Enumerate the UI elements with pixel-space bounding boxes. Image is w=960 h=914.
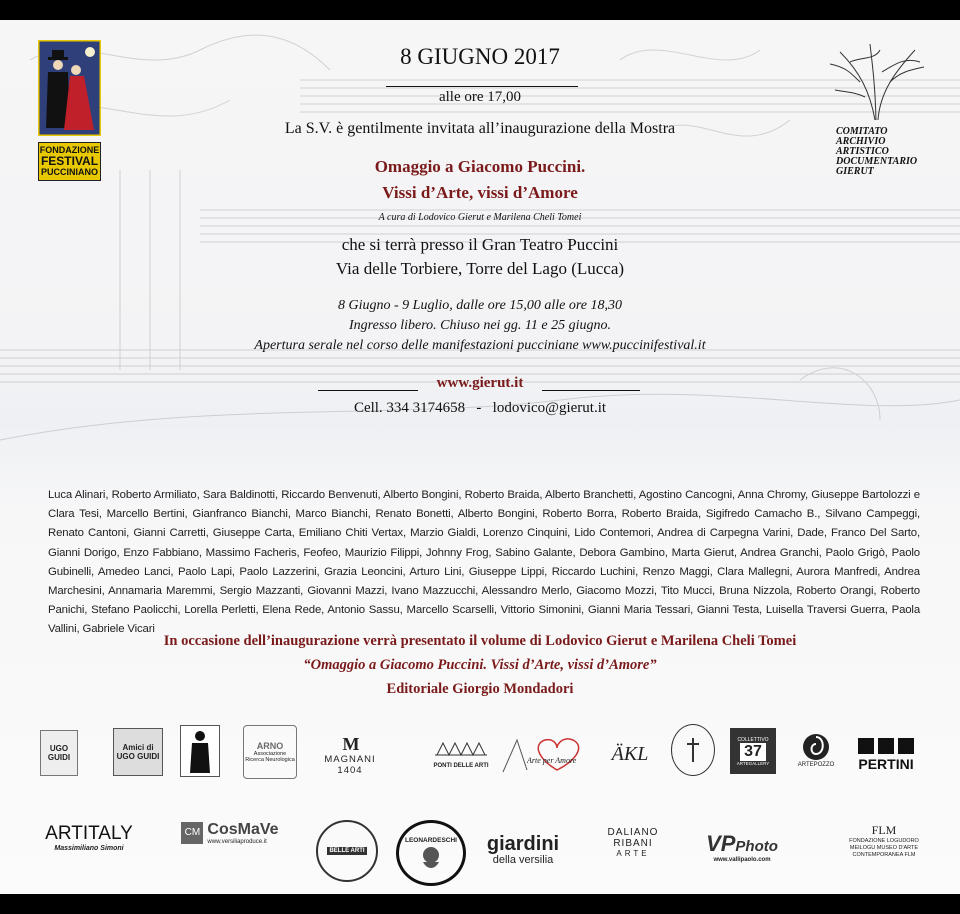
cross-seal-icon [683, 736, 703, 764]
dates-line: 8 Giugno - 9 Luglio, dalle ore 15,00 alle ore 18,30 [338, 298, 622, 313]
event-date: 8 GIUGNO 2017 [400, 44, 560, 69]
sponsor-arno-label: ARNO [256, 741, 284, 751]
sponsor-artitaly-sub: Massimiliano Simoni [54, 844, 124, 852]
sponsor-ponti [430, 732, 492, 774]
sponsor-leonardeschi [396, 820, 466, 886]
sponsor-leonardeschi-label: LEONARDESCHI [404, 836, 457, 844]
sponsor-arno [243, 725, 297, 779]
sponsor-ugo-guidi-2 [113, 728, 163, 776]
sponsor-collettivo-number: 37 [740, 743, 766, 761]
venue-line: che si terrà presso il Gran Teatro Puccini [341, 235, 619, 254]
comitato-line1: COMITATO [836, 126, 888, 137]
sponsor-giardini-sub: della versilia [492, 854, 554, 866]
comitato-line5: GIERUT [836, 166, 874, 177]
sponsor-seal [671, 724, 715, 776]
sponsor-collettivo-sub: ARTEGALLERY [736, 760, 770, 766]
sponsor-arte-amore-label: Arte per Amore [527, 756, 577, 765]
exhibition-subtitle: Vissi d’Arte, vissi d’Amore [382, 183, 578, 202]
festival-logo-line2: FESTIVAL [40, 154, 99, 168]
sponsor-collettivo-label: COLLETTIVO [737, 736, 769, 743]
sponsor-cosmave [165, 815, 295, 851]
sponsor-artitaly [33, 815, 145, 859]
sponsor-arte-amore [497, 730, 597, 778]
sponsor-flm-label: FLM [871, 823, 897, 837]
evening-line: Apertura serale nel corso delle manifestazioni pucciniane www.puccinifestival.it [254, 338, 706, 353]
sponsor-cosmave-label: CosMaVe [207, 821, 279, 838]
spiral-icon [801, 732, 831, 762]
exhibition-title: Omaggio a Giacomo Puccini. [374, 157, 586, 176]
bridge-icon [433, 737, 489, 763]
sponsor-arno-sub: Associazione Ricerca Neurologica [245, 751, 295, 763]
date-underline [386, 86, 578, 87]
invitation-card [0, 20, 960, 894]
sponsor-vphoto-sub: www.vallipaolo.com [713, 857, 771, 863]
event-time: alle ore 17,00 [438, 89, 522, 105]
book-line2: “Omaggio a Giacomo Puccini. Vissi d’Arte, vissi d’Amore” [303, 657, 657, 673]
artists-list: Luca Alinari, Roberto Armiliato, Sara Baldinotti, Riccardo Benvenuti, Alberto Bongini, Roberto Braida, Alberto Branchetti, Agostino Cancogni, Anna Chromy, Giuseppe Bartolozzi e Clara Tesi, Marcello Bertini, Gianfranco Bianchi, Marco Bianchi, Renato Bonetti, Alberto Bongini, Roberto Borra, Roberto Braida, Sigifredo Camacho B., Silvano Campeggi, Renato Cantoni, Gianni Carretti, Giuseppe Carta, Emiliano Chiti Vertax, Marzio Gialdi, Lorenzo Cinquini, Lido Contemori, Andrea di Carpegna Varini, Dade, Franco Del Sarto, Gianni Dorigo, Enzo Fabbiano, Massimo Facheris, Feofeo, Maurizio Filippi, Johnny Frog, Sabino Galante, Debora Gambino, Marta Gierut, Andrea Granchi, Paolo Grigò, Paolo Gubinelli, Amedeo Lanci, Paolo Lapi, Paolo Lazzerini, Grazia Leoncini, Arturo Lini, Giuseppe Lippi, Riccardo Luchini, Renzo Maggi, Clara Mallegni, Aurora Manfredi, Andrea Marchesini, Annamaria Maremmi, Sergio Mazzanti, Giovanni Mazzi, Ivano Mazzucchi, Alessandro Merlo, Giacomo Mozzi, Tito Mucci, Bruna Nizzola, Roberto Orangi, Roberto Panichi, Stefano Paolicchi, Lorella Perletti, Elena Rede, Antonio Sassu, Marcello Scarselli, Vittorio Simonini, Gianni Maria Tessari, Gianni Testa, Luisella Traversi Guerra, Paola Vallini, Gabriele Vicari [48, 489, 920, 636]
cosmave-mark-icon: CM [181, 822, 203, 844]
heart-icon [497, 730, 597, 778]
vp-mark-icon: VP [706, 831, 736, 856]
sponsor-silhouette [180, 725, 220, 777]
sponsor-artepozzo [790, 726, 842, 774]
pertini-mark-icon [856, 736, 916, 756]
sponsor-ugo-guidi-2-label: Amici di UGO GUIDI [116, 743, 160, 761]
magnani-monogram-icon: M [342, 733, 360, 754]
sponsor-pertini [850, 732, 922, 776]
sponsor-cosmave-sub: www.versiliaproduce.it [207, 839, 267, 845]
sponsor-collettivo [730, 728, 776, 774]
sponsor-ugo-guidi-1-label: UGO GUIDI [47, 744, 71, 762]
sponsor-magnani-label: MAGNANI 1404 [324, 754, 376, 776]
book-line3: Editoriale Giorgio Mondadori [386, 681, 574, 697]
sponsor-belle-arti [316, 820, 378, 882]
sponsor-vphoto [700, 826, 784, 868]
book-line1: In occasione dell’inaugurazione verrà presentato il volume di Lodovico Gierut e Marilena Cheli Tomei [163, 633, 797, 649]
comitato-line3: ARTISTICO [836, 146, 889, 157]
sponsor-ugo-guidi-1 [40, 730, 78, 776]
festival-logo-line3: PUCCINIANO [40, 167, 98, 177]
man-silhouette-icon [188, 729, 212, 773]
website-link[interactable]: www.gierut.it [436, 375, 524, 391]
sponsor-flm-sub: FONDAZIONE LOGUDORO MEILOGU MUSEO D'ARTE CONTEMPORANEA FLM [849, 838, 919, 858]
address: Via delle Torbiere, Torre del Lago (Lucca) [335, 259, 625, 278]
sponsor-akl [605, 732, 655, 776]
festival-logo-line1: FONDAZIONE [39, 145, 100, 155]
sponsor-daliano [588, 820, 678, 864]
sponsor-flm [840, 820, 928, 862]
sponsor-artepozzo-label: ARTEPOZZO [797, 762, 835, 768]
entry-line: Ingresso libero. Chiuso nei gg. 11 e 25 giugno. [349, 318, 611, 333]
sponsor-magnani [315, 756, 385, 774]
sponsor-belle-arti-label: BELLE ARTI [329, 848, 365, 854]
comitato-line4: DOCUMENTARIO [836, 156, 918, 167]
curators: A cura di Lodovico Gierut e Marilena Cheli Tomei [378, 212, 582, 223]
sponsor-daliano-label: DALIANO RIBANI [607, 826, 659, 849]
sponsor-pertini-label: PERTINI [858, 756, 914, 772]
website-rule-right [542, 390, 640, 391]
sponsor-vphoto-label [706, 831, 778, 857]
sponsor-giardini-label: giardini [486, 833, 560, 855]
sponsor-artitaly-label: ARTITALY [45, 822, 133, 844]
sponsor-ponti-label: PONTI DELLE ARTI [433, 763, 489, 769]
invitation-text: La S.V. è gentilmente invitata all’inaugurazione della Mostra [284, 120, 676, 137]
contact-line: Cell. 334 3174658 - lodovico@gierut.it [353, 400, 607, 416]
sponsor-akl-label: ÄKL [611, 742, 649, 765]
sponsor-daliano-sub: ARTE [616, 848, 650, 858]
sponsor-vphoto-text: Photo [735, 838, 778, 855]
sponsor-giardini [478, 828, 568, 872]
comitato-line2: ARCHIVIO [836, 136, 886, 147]
leonardo-face-icon [418, 844, 444, 870]
